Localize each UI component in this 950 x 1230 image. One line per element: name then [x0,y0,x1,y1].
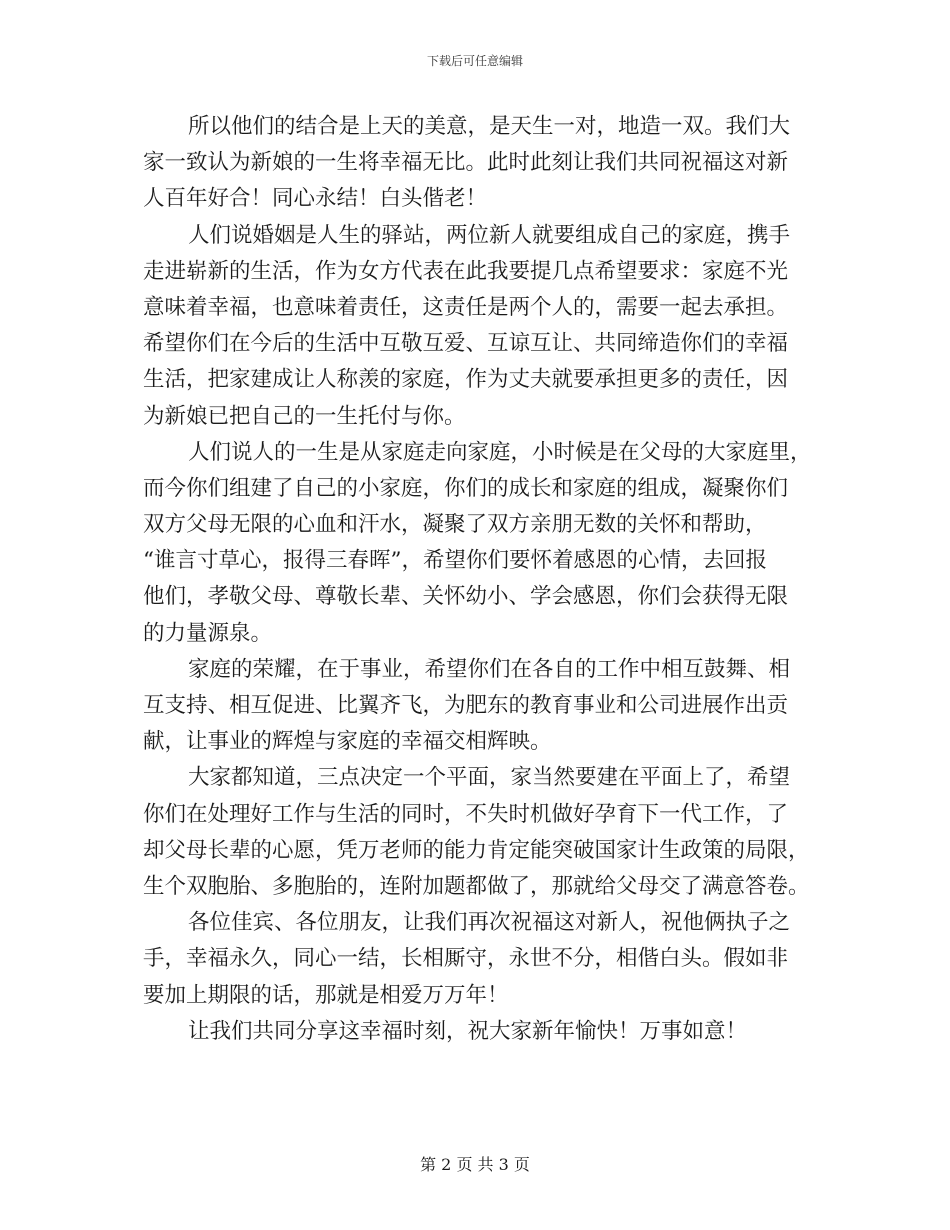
text-line: 为新娘已把自己的一生托付与你。 [143,403,466,429]
text-line: 手，幸福永久，同心一结，长相厮守，永世不分，相偕白头。假如非 [143,946,789,972]
text-line: 你们在处理好工作与生活的同时，不失时机做好孕育下一代工作，了 [143,801,789,827]
text-line: 生活，把家建成让人称羡的家庭，作为丈夫就要承担更多的责任，因 [143,367,789,393]
text-line: 人们说婚姻是人生的驿站，两位新人就要组成自己的家庭，携手 [188,222,791,248]
text-line: 让我们共同分享这幸福时刻，祝大家新年愉快！万事如意！ [188,1018,748,1044]
text-line: 而今你们组建了自己的小家庭，你们的成长和家庭的组成，凝聚你们 [143,475,789,501]
text-line: 大家都知道，三点决定一个平面，家当然要建在平面上了，希望 [188,765,791,791]
text-line: 生个双胞胎、多胞胎的，连附加题都做了，那就给父母交了满意答卷。 [143,873,810,899]
text-line: 家一致认为新娘的一生将幸福无比。此时此刻让我们共同祝福这对新 [143,150,789,176]
document-body [143,109,810,1050]
text-line: 的力量源泉。 [143,620,273,646]
text-line: 人们说人的一生是从家庭走向家庭，小时候是在父母的大家庭里， [188,439,812,465]
page-number: 第 2 页 共 3 页 [420,1155,530,1174]
text-line: 走进崭新的生活，作为女方代表在此我要提几点希望要求：家庭不光 [143,258,789,284]
text-line: 人百年好合！同心永结！白头偕老！ [143,186,488,212]
text-line: 要加上期限的话，那就是相爱万万年！ [143,982,509,1008]
page-header-note: 下载后可任意编辑 [426,54,523,68]
text-line: 献，让事业的辉煌与家庭的幸福交相辉映。 [143,729,552,755]
text-line: 双方父母无限的心血和汗水，凝聚了双方亲朋无数的关怀和帮助， [143,512,767,538]
text-line: 却父母长辈的心愿，凭万老师的能力肯定能突破国家计生政策的局限， [143,837,810,863]
text-line: 希望你们在今后的生活中互敬互爱、互谅互让、共同缔造你们的幸福 [143,331,789,357]
text-line: 他们，孝敬父母、尊敬长辈、关怀幼小、学会感恩，你们会获得无限 [143,584,789,610]
text-line: 意味着幸福，也意味着责任，这责任是两个人的，需要一起去承担。 [143,294,789,320]
text-line: 所以他们的结合是上天的美意，是天生一对，地造一双。我们大 [188,114,791,139]
text-line: 各位佳宾、各位朋友，让我们再次祝福这对新人，祝他俩执子之 [188,910,791,936]
text-line: 家庭的荣耀，在于事业，希望你们在各自的工作中相互鼓舞、相 [188,656,791,682]
text-line: 互支持、相互促进、比翼齐飞，为肥东的教育事业和公司进展作出贡 [143,693,789,718]
text-line: “谁言寸草心，报得三春晖”，希望你们要怀着感恩的心情，去回报 [143,548,767,574]
